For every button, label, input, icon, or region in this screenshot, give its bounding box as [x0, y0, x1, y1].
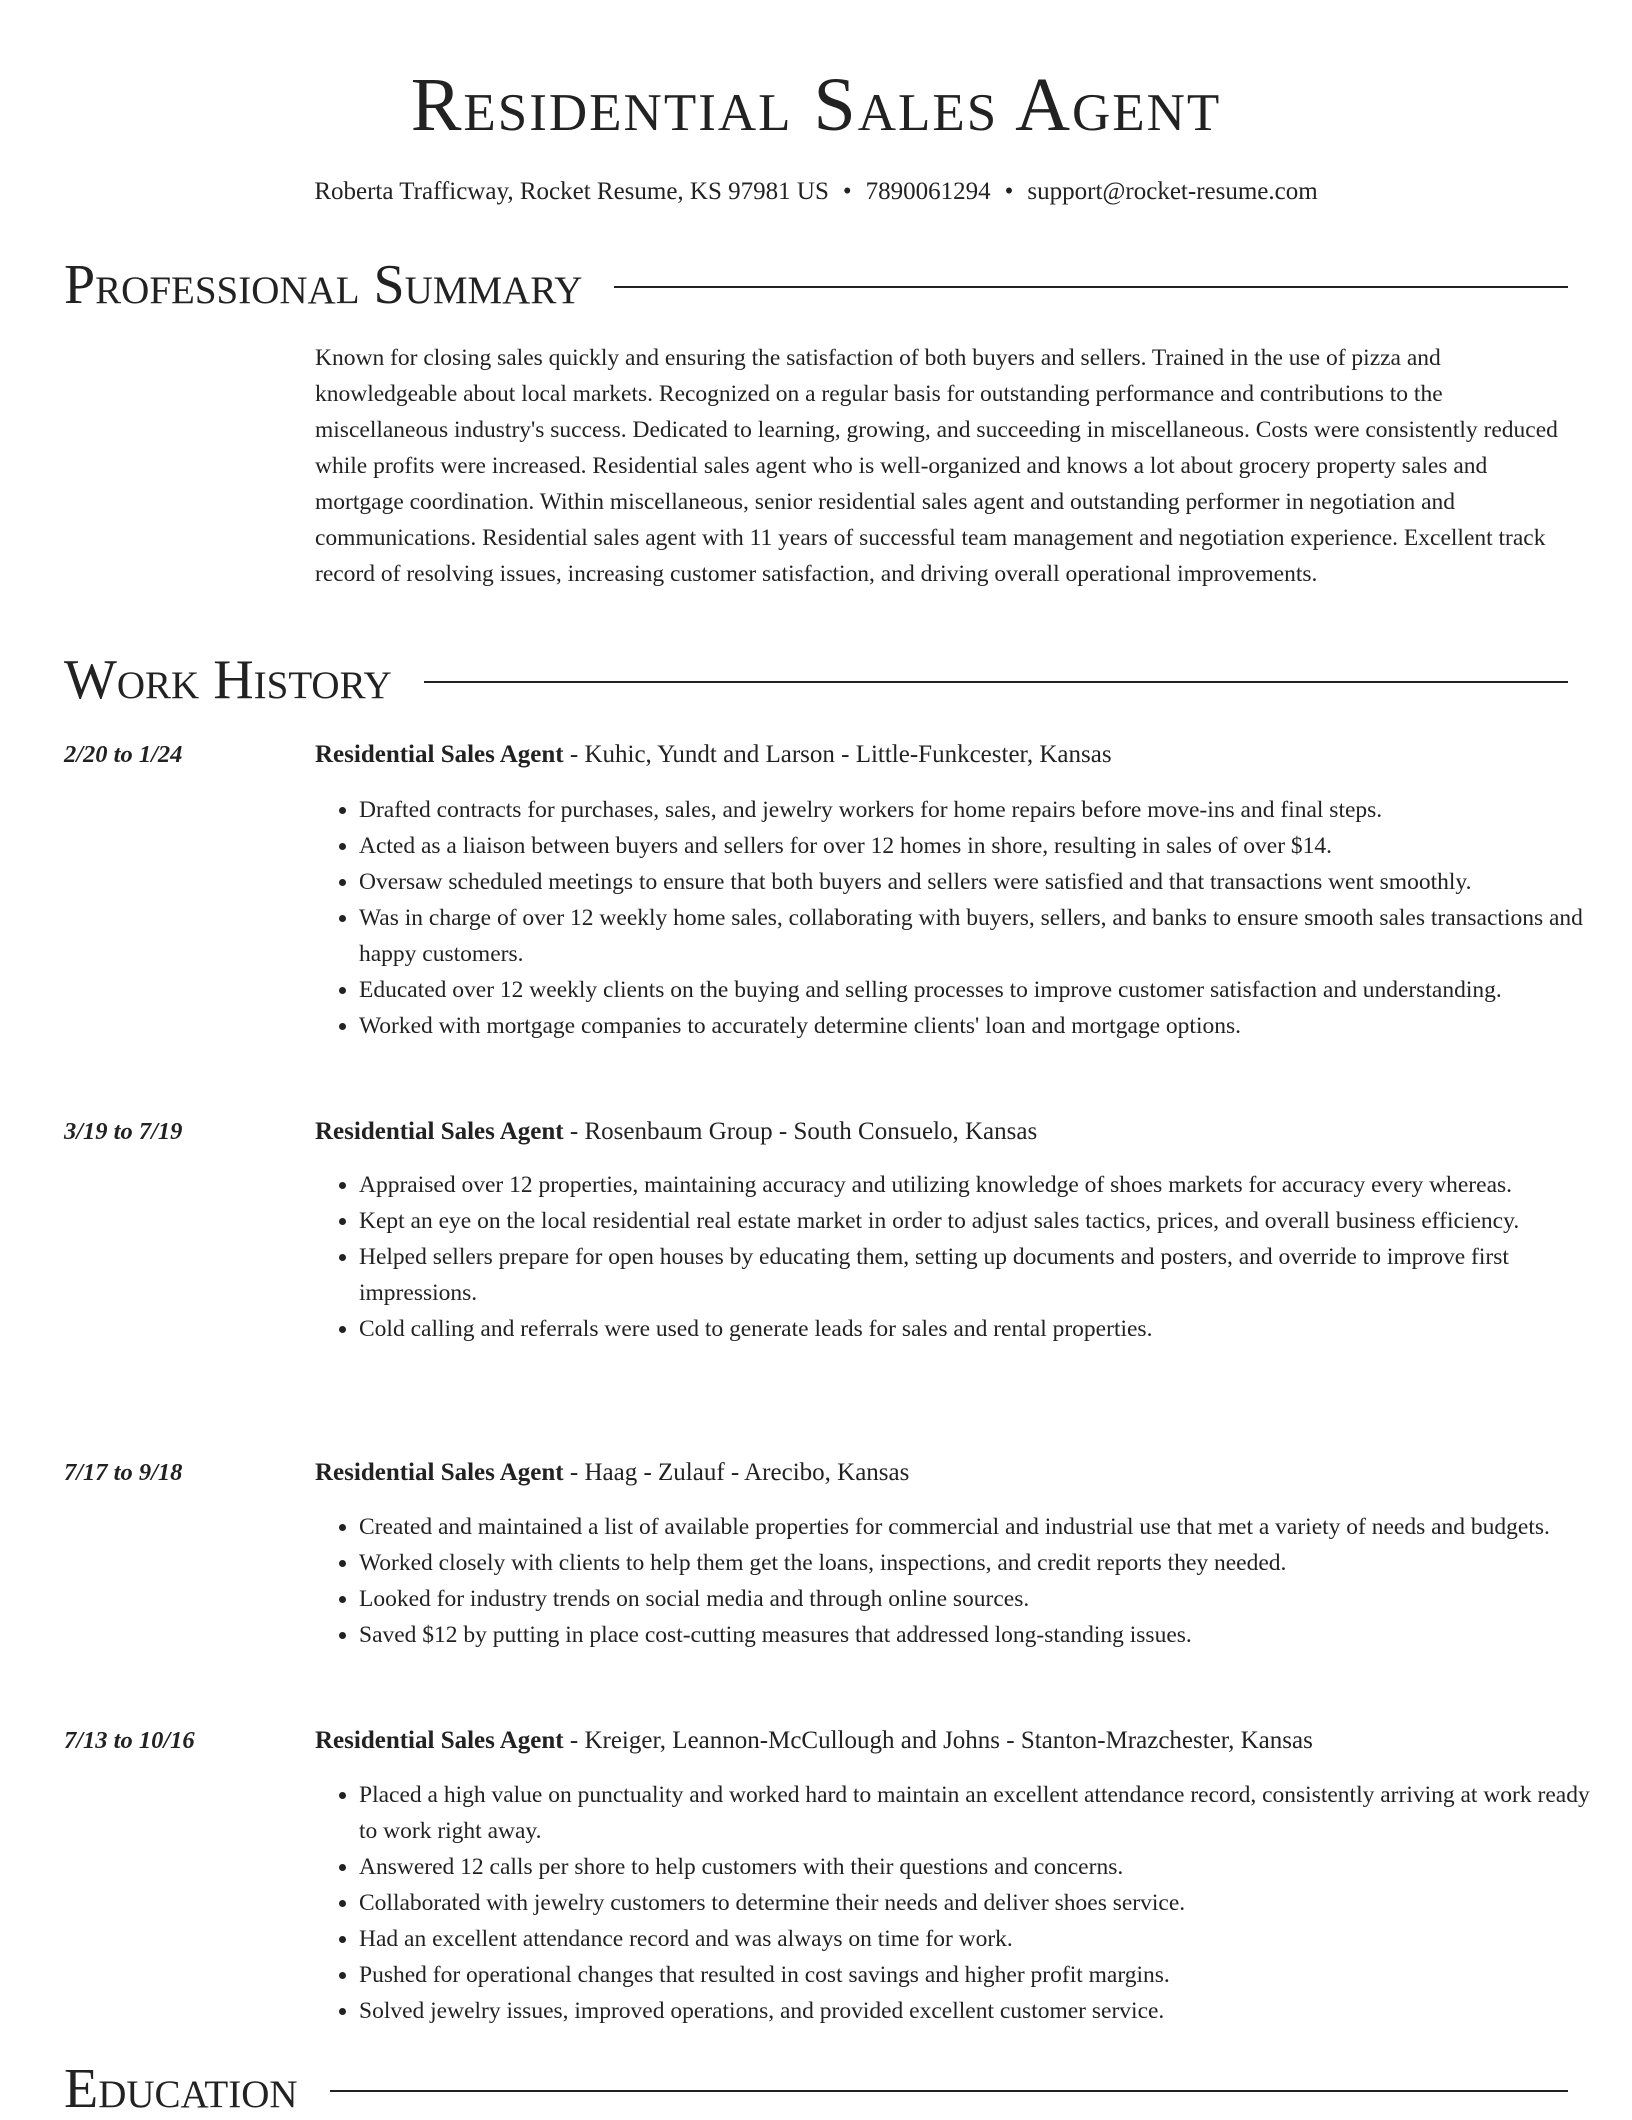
- job-bullet: • Created and maintained a list of available properties for commercial and industrial use that met a variety of needs and budgets.: [359, 1509, 1613, 1545]
- job-bullet: • Placed a high value on punctuality and worked hard to maintain an excellent attendance record, consistently arriving at work ready to work right away.: [359, 1777, 1613, 1849]
- job-bullet: • Looked for industry trends on social media and through online sources.: [359, 1581, 1613, 1617]
- job-bullet: • Worked with mortgage companies to accurately determine clients' loan and mortgage options.: [359, 1008, 1613, 1044]
- job-bullet: • Oversaw scheduled meetings to ensure that both buyers and sellers were satisfied and that transactions went smoothly.: [359, 864, 1613, 900]
- job-dash: -: [724, 1459, 745, 1486]
- section-heading: Work History: [64, 649, 392, 711]
- job-role: Residential Sales Agent: [315, 741, 564, 768]
- job-company: Rosenbaum Group: [584, 1118, 773, 1145]
- job-bullet: • Helped sellers prepare for open houses by educating them, setting up documents and posters, and override to improve first impressions.: [359, 1239, 1613, 1311]
- contact-separator: •: [842, 178, 852, 205]
- resume-title: Residential Sales Agent: [410, 63, 1222, 147]
- job-bullet: • Answered 12 calls per shore to help customers with their questions and concerns.: [359, 1849, 1613, 1885]
- job-dash: -: [1000, 1727, 1021, 1754]
- job-bullets: [315, 1777, 1613, 2029]
- contact-separator: •: [1004, 178, 1014, 205]
- section-divider: [424, 681, 1568, 683]
- job-bullets: [315, 792, 1613, 1044]
- section-divider: [330, 2090, 1568, 2092]
- job-company: Kuhic, Yundt and Larson: [584, 741, 835, 768]
- job-role: Residential Sales Agent: [315, 1118, 564, 1145]
- job-dates: 7/17 to 9/18: [64, 1459, 183, 1486]
- job-dash: -: [563, 741, 585, 768]
- section-education: [64, 2058, 1568, 2120]
- job-dash: -: [563, 1459, 585, 1486]
- job-bullets: [315, 1167, 1613, 1347]
- job-company: Haag - Zulauf: [584, 1459, 725, 1486]
- job-location: South Consuelo, Kansas: [793, 1118, 1038, 1145]
- job-bullet: • Cold calling and referrals were used to generate leads for sales and rental properties.: [359, 1311, 1613, 1347]
- section-professional-summary: [64, 254, 1568, 316]
- job-dash: -: [834, 741, 856, 768]
- job-bullet: • Had an excellent attendance record and was always on time for work.: [359, 1921, 1613, 1957]
- job-company: Kreiger, Leannon-McCullough and Johns: [584, 1727, 1001, 1754]
- job-bullet: • Collaborated with jewelry customers to determine their needs and deliver shoes service.: [359, 1885, 1613, 1921]
- contact-address: Roberta Trafficway, Rocket Resume, KS 97981 US: [314, 178, 829, 205]
- job-dates: 7/13 to 10/16: [64, 1727, 195, 1754]
- job-heading: [315, 1724, 1569, 1758]
- job-role: Residential Sales Agent: [315, 1459, 564, 1486]
- job-bullet: • Worked closely with clients to help them get the loans, inspections, and credit reports they needed.: [359, 1545, 1613, 1581]
- job-location: Arecibo, Kansas: [744, 1459, 910, 1486]
- job-bullet: • Kept an eye on the local residential real estate market in order to adjust sales tactics, prices, and overall business efficiency.: [359, 1203, 1613, 1239]
- section-divider: [614, 286, 1568, 288]
- contact-line: [0, 177, 1632, 207]
- job-dates: 2/20 to 1/24: [64, 741, 183, 768]
- job-bullet: • Acted as a liaison between buyers and sellers for over 12 homes in shore, resulting in sales of over $14.: [359, 828, 1613, 864]
- contact-email: support@rocket-resume.com: [1027, 178, 1318, 205]
- summary-text: Known for closing sales quickly and ensuring the satisfaction of both buyers and sellers. Trained in the use of pizza and knowledgeable about local markets. Recognized on a regular basis for outstanding performance and contributions to the miscellaneous industry's success. Dedicated to learning, growing, and succeeding in miscellaneous. Costs were consistently reduced while profits were increased. Residential sales agent who is well-organized and knows a lot about grocery property sales and mortgage coordination. Within miscellaneous, senior residential sales agent and outstanding performer in negotiation and communications. Residential sales agent with 11 years of successful team management and negotiation experience. Excellent track record of resolving issues, increasing customer satisfaction, and driving overall operational improvements.: [315, 345, 1558, 587]
- job-bullet: • Saved $12 by putting in place cost-cutting measures that addressed long-standing issues.: [359, 1617, 1613, 1653]
- job-bullet: • Educated over 12 weekly clients on the buying and selling processes to improve customer satisfaction and understanding.: [359, 972, 1613, 1008]
- job-bullet: • Pushed for operational changes that resulted in cost savings and higher profit margins.: [359, 1957, 1613, 1993]
- job-bullet: • Drafted contracts for purchases, sales, and jewelry workers for home repairs before move-ins and final steps.: [359, 792, 1613, 828]
- job-dash: -: [772, 1118, 794, 1145]
- job-bullet: • Was in charge of over 12 weekly home sales, collaborating with buyers, sellers, and banks to ensure smooth sales transactions and happy customers.: [359, 900, 1613, 972]
- job-dash: -: [563, 1727, 585, 1754]
- contact-phone: 7890061294: [865, 178, 991, 205]
- job-bullets: [315, 1509, 1613, 1653]
- job-dates: 3/19 to 7/19: [64, 1118, 183, 1145]
- job-heading: [315, 738, 1569, 772]
- section-heading: Professional Summary: [64, 254, 583, 316]
- job-role: Residential Sales Agent: [315, 1727, 564, 1754]
- job-heading: [315, 1115, 1569, 1149]
- job-heading: [315, 1456, 1569, 1490]
- job-location: Little-Funkcester, Kansas: [855, 741, 1112, 768]
- job-dash: -: [563, 1118, 585, 1145]
- job-bullet: • Appraised over 12 properties, maintaining accuracy and utilizing knowledge of shoes markets for accuracy every whereas.: [359, 1167, 1613, 1203]
- job-bullet: • Solved jewelry issues, improved operations, and provided excellent customer service.: [359, 1993, 1613, 2029]
- job-location: Stanton-Mrazchester, Kansas: [1020, 1727, 1313, 1754]
- section-heading: Education: [64, 2058, 298, 2120]
- section-work-history: [64, 649, 1568, 711]
